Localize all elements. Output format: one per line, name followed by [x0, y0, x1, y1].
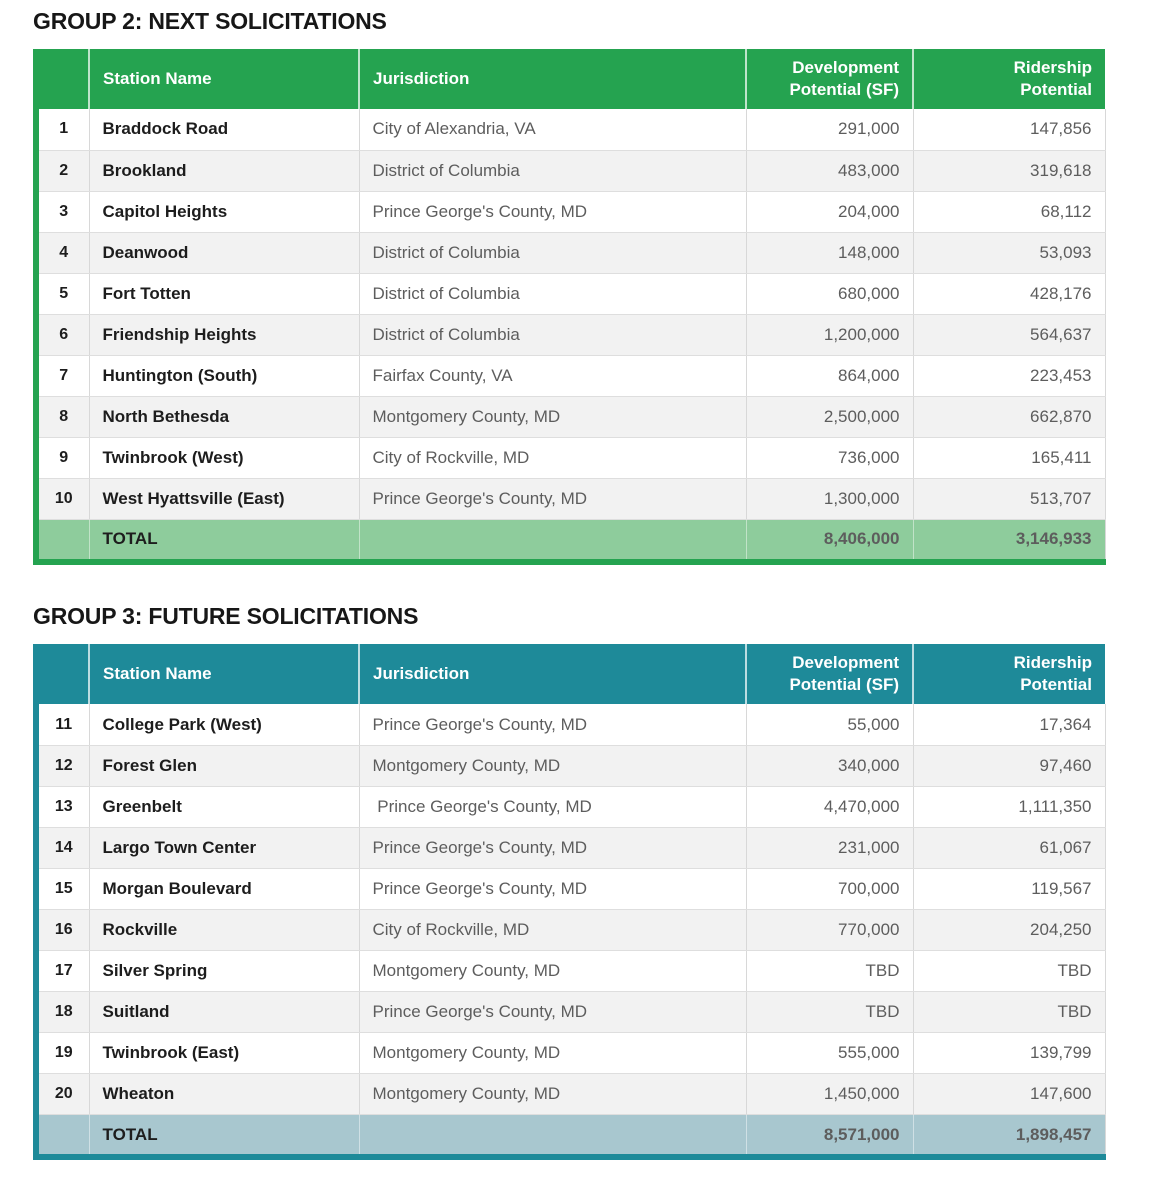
- group2-section: [33, 8, 1139, 565]
- row-number-cell: 11: [36, 704, 89, 745]
- ridership-potential-cell: 204,250: [913, 909, 1105, 950]
- ridership-potential-cell: TBD: [913, 991, 1105, 1032]
- row-number-cell: 12: [36, 745, 89, 786]
- row-number-cell: 2: [36, 150, 89, 191]
- development-potential-cell: 1,300,000: [746, 478, 913, 519]
- table-row: [36, 396, 1105, 437]
- station-name-cell: Twinbrook (East): [89, 1032, 359, 1073]
- jurisdiction-cell: District of Columbia: [359, 273, 746, 314]
- ridership-potential-cell: TBD: [913, 950, 1105, 991]
- jurisdiction-cell: Prince George's County, MD: [359, 868, 746, 909]
- development-potential-cell: 55,000: [746, 704, 913, 745]
- group2-title: GROUP 2: NEXT SOLICITATIONS: [33, 8, 387, 34]
- jurisdiction-cell: Montgomery County, MD: [359, 1032, 746, 1073]
- jurisdiction-cell: City of Alexandria, VA: [359, 109, 746, 150]
- station-name-cell: Wheaton: [89, 1073, 359, 1114]
- table-row: [36, 273, 1105, 314]
- development-potential-cell: 700,000: [746, 868, 913, 909]
- header-row: [36, 49, 1105, 109]
- ridership-potential-cell: 319,618: [913, 150, 1105, 191]
- total-empty-cell: [36, 519, 89, 562]
- station-name-cell: West Hyattsville (East): [89, 478, 359, 519]
- group3-table: [33, 644, 1106, 1160]
- row-number-cell: 14: [36, 827, 89, 868]
- jurisdiction-cell: City of Rockville, MD: [359, 437, 746, 478]
- development-potential-cell: 555,000: [746, 1032, 913, 1073]
- station-name-cell: Largo Town Center: [89, 827, 359, 868]
- ridership-potential-cell: 662,870: [913, 396, 1105, 437]
- development-potential-header: Development Potential (SF): [746, 49, 913, 109]
- total-ridership-value: 3,146,933: [913, 519, 1105, 562]
- station-name-cell: College Park (West): [89, 704, 359, 745]
- station-name-cell: Friendship Heights: [89, 314, 359, 355]
- total-row: [36, 519, 1105, 562]
- total-jurisdiction-cell: [359, 519, 746, 562]
- development-potential-cell: 291,000: [746, 109, 913, 150]
- row-number-cell: 19: [36, 1032, 89, 1073]
- station-name-header: Station Name: [89, 644, 359, 704]
- station-name-cell: Brookland: [89, 150, 359, 191]
- table-row: [36, 109, 1105, 150]
- station-name-header: Station Name: [89, 49, 359, 109]
- development-potential-header: Development Potential (SF): [746, 644, 913, 704]
- development-potential-cell: 340,000: [746, 745, 913, 786]
- station-name-cell: Forest Glen: [89, 745, 359, 786]
- row-number-cell: 3: [36, 191, 89, 232]
- ridership-potential-cell: 17,364: [913, 704, 1105, 745]
- jurisdiction-cell: Prince George's County, MD: [359, 704, 746, 745]
- jurisdiction-cell: Prince George's County, MD: [359, 991, 746, 1032]
- header-row: [36, 644, 1105, 704]
- station-name-cell: Suitland: [89, 991, 359, 1032]
- station-name-cell: Braddock Road: [89, 109, 359, 150]
- development-potential-cell: 680,000: [746, 273, 913, 314]
- jurisdiction-cell: District of Columbia: [359, 232, 746, 273]
- table-row: [36, 232, 1105, 273]
- table-row: [36, 1073, 1105, 1114]
- development-potential-cell: 2,500,000: [746, 396, 913, 437]
- station-name-cell: Twinbrook (West): [89, 437, 359, 478]
- station-name-cell: Deanwood: [89, 232, 359, 273]
- total-label: TOTAL: [89, 519, 359, 562]
- development-potential-cell: TBD: [746, 950, 913, 991]
- ridership-potential-cell: 147,856: [913, 109, 1105, 150]
- table-row: [36, 191, 1105, 232]
- ridership-potential-cell: 428,176: [913, 273, 1105, 314]
- row-number-cell: 4: [36, 232, 89, 273]
- total-ridership-value: 1,898,457: [913, 1114, 1105, 1157]
- row-number-header: [36, 49, 89, 109]
- ridership-potential-cell: 223,453: [913, 355, 1105, 396]
- jurisdiction-cell: Montgomery County, MD: [359, 950, 746, 991]
- row-number-cell: 20: [36, 1073, 89, 1114]
- ridership-potential-cell: 1,111,350: [913, 786, 1105, 827]
- ridership-potential-cell: 147,600: [913, 1073, 1105, 1114]
- ridership-potential-cell: 564,637: [913, 314, 1105, 355]
- development-potential-cell: 1,450,000: [746, 1073, 913, 1114]
- ridership-potential-cell: 513,707: [913, 478, 1105, 519]
- group3-section: [33, 603, 1139, 1160]
- development-potential-cell: 4,470,000: [746, 786, 913, 827]
- table-row: [36, 355, 1105, 396]
- row-number-cell: 8: [36, 396, 89, 437]
- jurisdiction-cell: Montgomery County, MD: [359, 396, 746, 437]
- station-name-cell: Capitol Heights: [89, 191, 359, 232]
- station-name-cell: Silver Spring: [89, 950, 359, 991]
- group2-table: [33, 49, 1106, 565]
- group3-title: GROUP 3: FUTURE SOLICITATIONS: [33, 603, 419, 630]
- row-number-cell: 6: [36, 314, 89, 355]
- row-number-cell: 10: [36, 478, 89, 519]
- table-row: [36, 1032, 1105, 1073]
- jurisdiction-cell: Prince George's County, MD: [359, 827, 746, 868]
- total-label: TOTAL: [89, 1114, 359, 1157]
- total-empty-cell: [36, 1114, 89, 1157]
- station-name-cell: Greenbelt: [89, 786, 359, 827]
- jurisdiction-cell: Montgomery County, MD: [359, 745, 746, 786]
- table-row: [36, 314, 1105, 355]
- ridership-potential-cell: 53,093: [913, 232, 1105, 273]
- row-number-cell: 1: [36, 109, 89, 150]
- table-row: [36, 909, 1105, 950]
- jurisdiction-cell: Prince George's County, MD: [359, 191, 746, 232]
- row-number-header: [36, 644, 89, 704]
- development-potential-cell: 770,000: [746, 909, 913, 950]
- station-name-cell: Morgan Boulevard: [89, 868, 359, 909]
- jurisdiction-cell: City of Rockville, MD: [359, 909, 746, 950]
- table-row: [36, 827, 1105, 868]
- total-jurisdiction-cell: [359, 1114, 746, 1157]
- ridership-potential-cell: 68,112: [913, 191, 1105, 232]
- table-row: [36, 478, 1105, 519]
- ridership-potential-cell: 119,567: [913, 868, 1105, 909]
- ridership-potential-cell: 97,460: [913, 745, 1105, 786]
- station-name-cell: Fort Totten: [89, 273, 359, 314]
- row-number-cell: 18: [36, 991, 89, 1032]
- ridership-potential-cell: 139,799: [913, 1032, 1105, 1073]
- ridership-potential-cell: 61,067: [913, 827, 1105, 868]
- table-row: [36, 868, 1105, 909]
- jurisdiction-cell: District of Columbia: [359, 314, 746, 355]
- development-potential-cell: 1,200,000: [746, 314, 913, 355]
- row-number-cell: 15: [36, 868, 89, 909]
- table-row: [36, 704, 1105, 745]
- jurisdiction-header: Jurisdiction: [359, 644, 746, 704]
- table-row: [36, 991, 1105, 1032]
- development-potential-cell: TBD: [746, 991, 913, 1032]
- total-row: [36, 1114, 1105, 1157]
- development-potential-cell: 736,000: [746, 437, 913, 478]
- table-row: [36, 786, 1105, 827]
- row-number-cell: 7: [36, 355, 89, 396]
- ridership-potential-header: Ridership Potential: [913, 49, 1105, 109]
- table-row: [36, 437, 1105, 478]
- ridership-potential-cell: 165,411: [913, 437, 1105, 478]
- table-row: [36, 745, 1105, 786]
- station-name-cell: North Bethesda: [89, 396, 359, 437]
- jurisdiction-cell: Prince George's County, MD: [359, 786, 746, 827]
- row-number-cell: 5: [36, 273, 89, 314]
- station-name-cell: Rockville: [89, 909, 359, 950]
- table-row: [36, 150, 1105, 191]
- total-development-value: 8,571,000: [746, 1114, 913, 1157]
- ridership-potential-header: Ridership Potential: [913, 644, 1105, 704]
- row-number-cell: 17: [36, 950, 89, 991]
- table-row: [36, 950, 1105, 991]
- development-potential-cell: 148,000: [746, 232, 913, 273]
- development-potential-cell: 864,000: [746, 355, 913, 396]
- row-number-cell: 13: [36, 786, 89, 827]
- jurisdiction-cell: Fairfax County, VA: [359, 355, 746, 396]
- jurisdiction-cell: District of Columbia: [359, 150, 746, 191]
- row-number-cell: 9: [36, 437, 89, 478]
- total-development-value: 8,406,000: [746, 519, 913, 562]
- jurisdiction-cell: Prince George's County, MD: [359, 478, 746, 519]
- station-name-cell: Huntington (South): [89, 355, 359, 396]
- development-potential-cell: 483,000: [746, 150, 913, 191]
- development-potential-cell: 204,000: [746, 191, 913, 232]
- jurisdiction-cell: Montgomery County, MD: [359, 1073, 746, 1114]
- jurisdiction-header: Jurisdiction: [359, 49, 746, 109]
- row-number-cell: 16: [36, 909, 89, 950]
- development-potential-cell: 231,000: [746, 827, 913, 868]
